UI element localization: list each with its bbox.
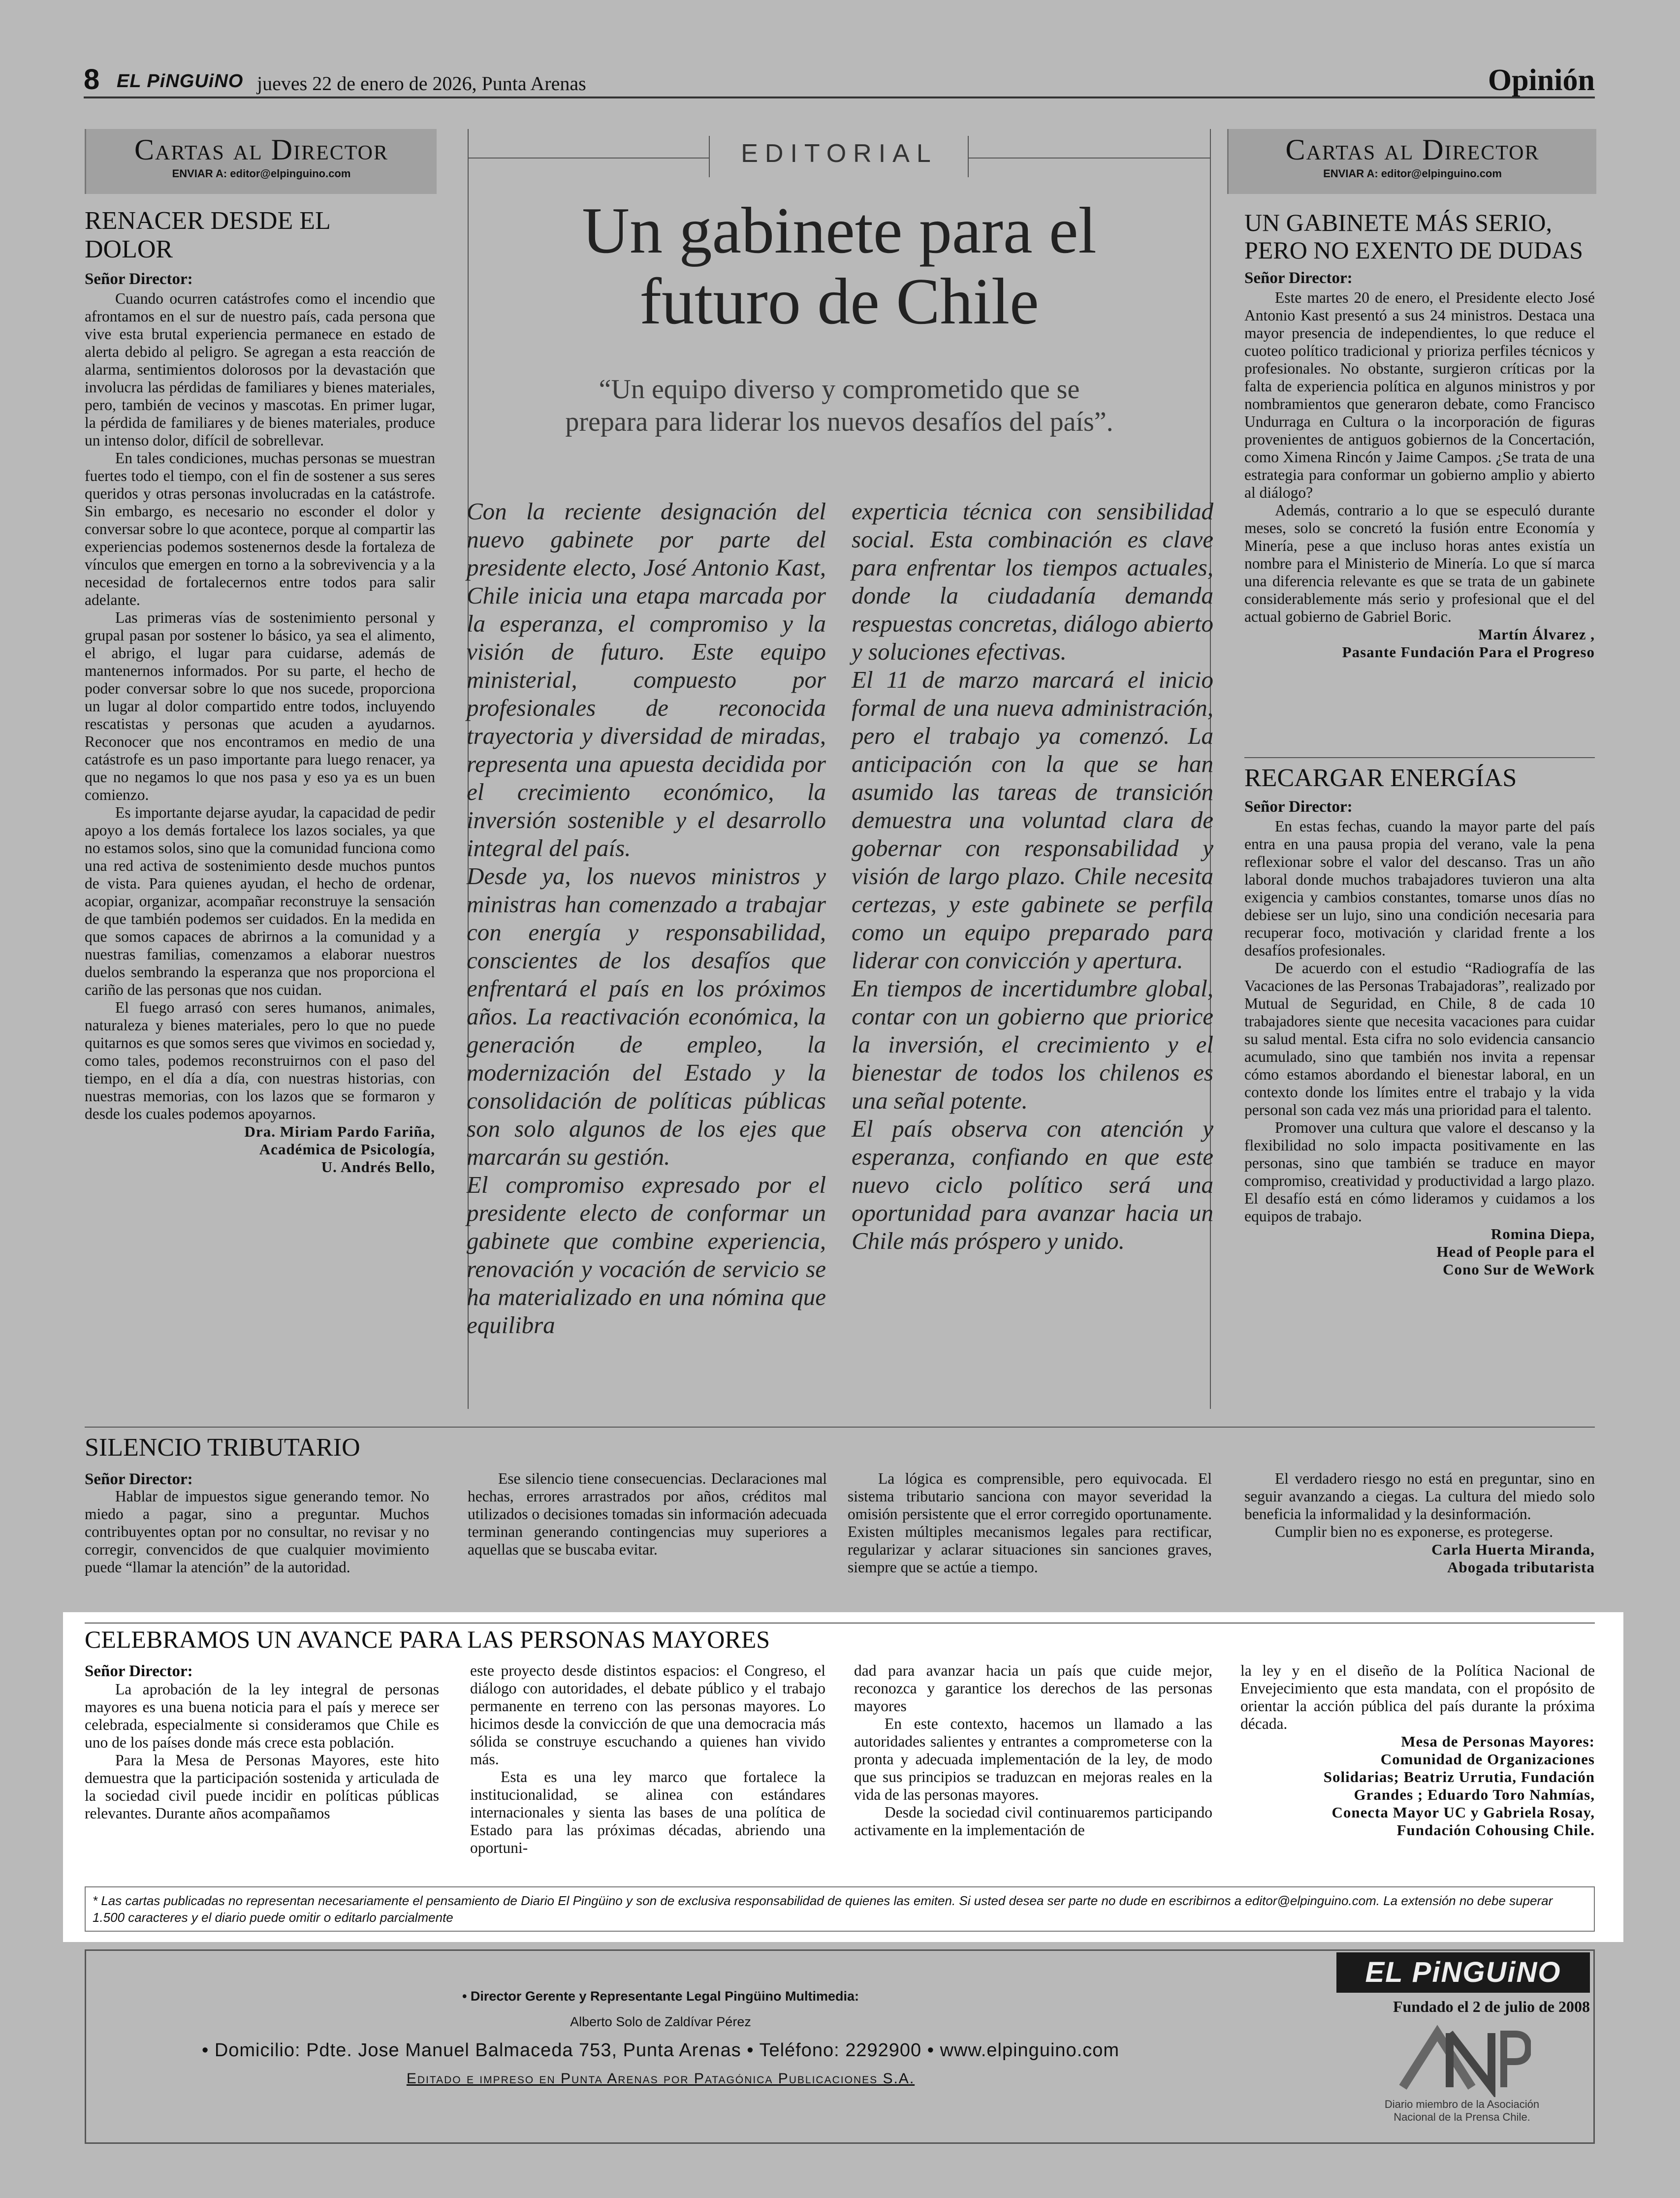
letter-body-col4: El verdadero riesgo no está en preguntar, sino en seguir avanzando a ciegas. La cultura del miedo solo beneficia la informalidad y la desinformación. Cumplir bien no es exponerse, es protegerse. Carla Huerta Miranda, Abogada tributarista [1244,1470,1595,1576]
section-divider [85,1623,1595,1624]
editorial-title: Un gabinete para el futuro de Chile [582,194,1097,338]
signature: Romina Diepa, Head of People para el Cono Sur de WeWork [1436,1225,1595,1278]
cartas-box-left [85,129,437,194]
letter-body: En estas fechas, cuando la mayor parte del país entra en una pausa propia del verano, vale la pena reflexionar sobre el valor del descanso. Tras un año laboral donde muchos trabajadores tuvieron una alta exigencia y cambios constantes, tomarse unos días no debiese ser un lujo, sino una condición necesaria para recuperar foco, motivación y claridad frente a los desafíos profesionales. De acuerdo con el estudio “Radiografía de las Vacaciones de las Personas Trabajadoras”, realizado por Mutual de Seguridad, en Chile, 8 de cada 10 trabajadores siente que necesita vacaciones para cuidar su salud mental. Esta cifra no solo evidencia cansancio acumulado, sino que también nos invita a repensar cómo estamos abordando el bienestar laboral, en un contexto donde los límites entre el trabajo y la vida personal son cada vez más una prioridad para el talento. Promover una cultura que valore el descanso y la flexibilidad no solo impacta positivamente en las personas, sino que también se traduce en mayor compromiso, creatividad y productividad a largo plazo. El desafío está en cómo lideramos y cuidamos a los equipos de trabajo. [1244,818,1595,1225]
address-line: • Domicilio: Pdte. Jose Manuel Balmaceda 753, Punta Arenas • Teléfono: 2292900 • www.elpinguino.com [201,2040,1120,2061]
signature: Carla Huerta Miranda, Abogada tributarista [1431,1541,1595,1576]
signature: Mesa de Personas Mayores: Comunidad de Organizaciones Solidarias; Beatriz Urrutia, Fundación Grandes ; Eduardo Toro Nahmías, Conecta Mayor UC y Gabriela Rosay, Fundación Cohousing Chile. [1323,1733,1595,1839]
letter-headline: CELEBRAMOS UN AVANCE PARA LAS PERSONAS MAYORES [85,1625,770,1653]
editorial-column-2: experticia técnica con sensibilidad social. Esta combinación es clave para enfrentar los tiempos actuales, donde la ciudadanía demanda respuestas concretas, diálogo abierto y soluciones efectivas. El 11 de marzo marcará el inicio formal de una nueva administración, pero el trabajo ya comenzó. La anticipación con la que se han asumido las tareas de transición demuestra una voluntad clara de gobernar con responsabilidad y visión de largo plazo. Chile necesita certezas, y este gabinete se perfila como un equipo preparado para liderar con convicción y apertura. En tiempos de incertidumbre global, contar con un gobierno que priorice la inversión, el crecimiento y el bienestar de todos los chilenos es una señal potente. El país observa con atención y esperanza, confiando en que este nuevo ciclo político será una oportunidad para avanzar hacia un Chile más próspero y unido. [852,498,1213,1254]
signature: Martín Álvarez , Pasante Fundación Para el Progreso [1342,625,1595,661]
printed-line: Editado e impreso en Punta Arenas por Patagónica Publicaciones S.A. [406,2071,915,2087]
cartas-title: Cartas al Director [1285,133,1540,166]
editorial-label: EDITORIAL [741,139,938,168]
letter-gabinete [1244,209,1595,661]
section-title: Opinión [1488,64,1595,97]
anp-text: Diario miembro de la Asociación Nacional de la Prensa Chile. [1384,2098,1540,2123]
salutation: Señor Director: [85,1470,193,1488]
header-rule [84,96,1595,98]
letter-body-col3: La lógica es comprensible, pero equivocada. El sistema tributario sanciona con mayor severidad la omisión persistente que el error corregido oportunamente. Existen múltiples mecanismos legales para rectificar, regularizar y aclarar situaciones sin sanciones graves, siempre que se actúe a tiempo. [848,1470,1212,1576]
letter-recargar [1244,764,1595,1278]
letter-headline: RENACER DESDE EL DOLOR [85,207,331,264]
founded-line: Fundado el 2 de julio de 2008 [1393,1998,1590,2015]
editorial-label-row [468,129,1211,183]
editorial-pullquote: “Un equipo diverso y comprometido que se prepara para liderar los nuevos desafíos del país”. [565,374,1113,437]
cartas-email: ENVIAR A: editor@elpinguino.com [1323,167,1502,180]
editorial-column-1: Con la reciente designación del nuevo gabinete por parte del presidente electo, José Antonio Kast, Chile inicia una etapa marcada por la esperanza, el compromiso y la visión de futuro. Este equipo ministerial, compuesto por profesionales de reconocida trayectoria y diversidad de miradas, representa una apuesta decidida por el crecimiento económico, la inversión sostenible y el desarrollo integral del país. Desde ya, los nuevos ministros y ministras han comenzado a trabajar con energía y responsabilidad, conscientes de los desafíos que enfrentará el país en los próximos años. La reactivación económica, la generación de empleo, la modernización del Estado y la consolidación de políticas públicas son solo algunos de los ejes que marcarán su gestión. El compromiso expresado por el presidente electo de conformar un gabinete que combine experiencia, renovación y vocación de servicio se ha materializado en una nómina que equilibra [467,498,826,1338]
letter-body: Cuando ocurren catástrofes como el incendio que afrontamos en el sur de nuestro país, cada persona que vive esta brutal experiencia permanece en estado de alerta debido al peligro. Se agregan a esta reacción de alarma, sentimientos dolorosos por la devastación que involucra las pérdidas de familiares y bienes materiales, pero, también de vecinos y mascotas. En primer lugar, la pérdida de familiares y de bienes materiales, produce un intenso dolor, difícil de sobrellevar. En tales condiciones, muchas personas se muestran fuertes todo el tiempo, con el fin de sostener a sus seres queridos y otras personas involucradas en la catástrofe. Sin embargo, es necesario no esconder el dolor y conversar sobre lo que acontece, porque al compartir las experiencias podemos sostenernos desde la fortaleza de vínculos que emergen en torno a la sobrevivencia y a la necesidad de fortalecernos entre todos para salir adelante. Las primeras vías de sostenimiento personal y grupal pasan por sostener lo básico, ya sea el alimento, el abrigo, el lugar para cuidarse, además de mantenernos informados. Por su parte, el hecho de poder conversar sobre lo que nos sucede, proporciona un lugar al dolor compartido entre todos, incluyendo rescatistas y personas que acuden a ayudarnos. Reconocer que nos encontramos en medio de una catástrofe es un paso importante para luego renacer, ya que no negamos lo que nos pasa y eso ya es un buen comienzo. Es importante dejarse ayudar, la capacidad de pedir apoyo a los demás fortalece los lazos sociales, ya que no estamos solos, sino que la comunidad funciona como una red activa de sostenimiento desde muchos puntos de vista. Para quienes ayudan, el hecho de ordenar, acopiar, organizar, acompañar reconstruye la sensación de que también podemos ser cuidados. En la medida en que somos capaces de abrirnos a la comunidad y a nuestras familias, comenzamos a elaborar nuestros duelos sembrando la esperanza que nos proporciona el cariño de las personas que nos cuidan. El fuego arrasó con seres humanos, animales, naturaleza y bienes materiales, pero lo que no puede quitarnos es que somos seres que vivimos en sociedad y, como tales, podemos reconstruirnos con el paso del tiempo, en el día a día, con nuestras historias, con nuestras memorias, con los lazos que se formaron y desde los cuales podemos apoyarnos. [85,290,435,1123]
salutation: Señor Director: [1244,269,1353,287]
anp-logo [1393,2023,1531,2100]
letter-body-col3: dad para avanzar hacia un país que cuide mejor, reconozca y garantice los derechos de las personas mayores En este contexto, hacemos un llamado a las autoridades salientes y entrantes a comprometerse con la pronta y adecuada implementación de la ley, de modo que sus principios se traduzcan en mejoras reales en la vida de las personas mayores. Desde la sociedad civil continuaremos participando activamente en la implementación de [854,1662,1212,1839]
letter-headline: UN GABINETE MÁS SERIO, PERO NO EXENTO DE DUDAS [1244,209,1583,264]
letter-body: Este martes 20 de enero, el Presidente electo José Antonio Kast presentó a sus 24 ministros. Destaca una mayor presencia de independientes, lo que reduce el cuoteo político tradicional y prioriza perfiles técnicos y profesionales. No obstante, surgieron críticas por la falta de experiencia política en algunos ministros y por nombramientos que generaron debate, como Francisco Undurraga en Cultura o la incorporación de figuras provenientes de antiguos gobiernos de la Concertación, como Ximena Rincón y Jaime Campos. ¿Se trata de una estrategia para conformar un gobierno amplio y abierto al diálogo? Además, contrario a lo que se especuló durante meses, solo se concretó la fusión entre Economía y Minería, pese a que incluso horas antes existía un nombre para el Ministerio de Minería. Lo que sí marca una diferencia relevante es que se trata de un gabinete considerablemente más serio y profesional que el del actual gobierno de Gabriel Boric. [1244,288,1595,625]
cartas-title: Cartas al Director [134,133,389,166]
cartas-email: ENVIAR A: editor@elpinguino.com [172,167,351,180]
signature: Dra. Miriam Pardo Fariña, Académica de Psicología, U. Andrés Bello, [244,1123,435,1176]
director-label: • Director Gerente y Representante Legal Pingüino Multimedia: [462,1989,859,2004]
letter-body-col2: Ese silencio tiene consecuencias. Declaraciones mal hechas, errores arrastrados por años, créditos mal utilizados o decisiones tomadas sin información adecuada terminan generando contingencias muy superiores a aquellas que se buscaba evitar. [468,1470,827,1558]
paper-logo: EL PiNGUiNO [1336,1952,1590,1993]
page-number: 8 [84,64,100,96]
letter-body-col1: Hablar de impuestos sigue generando temor. No miedo a pagar, sino a preguntar. Muchos contribuyentes optan por no consultar, no revisar y no corregir, convencidos de que cualquier movimiento puede “llamar la atención” de la autoridad. [85,1488,429,1576]
director-name: Alberto Solo de Zaldívar Pérez [570,2014,751,2029]
letter-divider [1244,757,1595,758]
paper-logo-small: EL PiNGUiNO [117,71,244,92]
letter-headline: SILENCIO TRIBUTARIO [85,1433,360,1462]
date-line: jueves 22 de enero de 2026, Punta Arenas [257,72,586,95]
disclaimer: * Las cartas publicadas no representan necesariamente el pensamiento de Diario El Pingüino y son de exclusiva responsabilidad de quienes las emiten. Si usted desea ser parte no dude en escribirnos a editor@elpinguino.com. La extensión no debe superar 1.500 caracteres y el diario puede omitir o editarlo parcialmente [85,1886,1595,1932]
cartas-box-right [1227,129,1596,194]
letter-body-col2: este proyecto desde distintos espacios: el Congreso, el diálogo con autoridades, el debate público y el trabajo permanente en terreno con las personas mayores. Lo hicimos desde la convicción de que una democracia más sólida se construye escuchando a quienes han vivido más. Esta es una ley marco que fortalece la institucionalidad, se alinea con estándares internacionales y sienta las bases de una política de Estado para las próximas décadas, abriendo una oportuni- [470,1662,825,1856]
salutation: Señor Director: [85,270,193,288]
letter-headline: RECARGAR ENERGÍAS [1244,764,1517,792]
letter-body-col4: la ley y en el diseño de la Política Nacional de Envejecimiento que esta mandata, con el propósito de orientar la acción pública del país durante la próxima década. Mesa de Personas Mayores: Comunidad de Organizaciones Solidarias; Beatriz Urrutia, Fundación Grandes ; Eduardo Toro Nahmías, Conecta Mayor UC y Gabriela Rosay, Fundación Cohousing Chile. [1240,1662,1595,1839]
salutation: Señor Director: [85,1662,193,1680]
section-divider [85,1427,1595,1428]
letter-renacer [85,207,435,1176]
letter-body-col1: La aprobación de la ley integral de personas mayores es una buena noticia para el país y merece ser celebrada, especialmente si consideramos que Chile es uno de los países donde más crece esta población. Para la Mesa de Personas Mayores, este hito demuestra que la participación sostenida y articulada de la sociedad civil puede incidir en políticas públicas relevantes. Durante años acompañamos [85,1681,439,1822]
anp-emblem-icon [1393,2023,1531,2097]
salutation: Señor Director: [1244,798,1353,816]
